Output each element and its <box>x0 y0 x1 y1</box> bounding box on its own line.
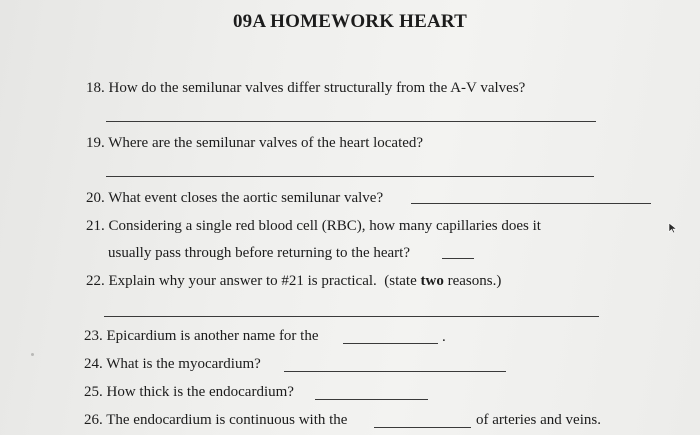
question-text: Epicardium is another name for the <box>106 328 319 344</box>
question-text: How thick is the endocardium? <box>106 384 294 400</box>
question-number: 18. <box>86 80 105 96</box>
question-number: 21. <box>86 218 105 234</box>
question-19 <box>86 134 423 152</box>
question-number: 19. <box>86 135 105 151</box>
answer-line-25[interactable] <box>315 399 428 400</box>
question-23-period: . <box>442 329 446 345</box>
question-18 <box>86 79 525 97</box>
question-number: 25. <box>84 384 103 400</box>
question-text: What event closes the aortic semilunar valve? <box>108 190 384 206</box>
question-number: 23. <box>84 328 103 344</box>
question-text: The endocardium is continuous with the <box>106 412 348 428</box>
answer-line-22[interactable] <box>104 316 599 317</box>
question-23 <box>84 327 319 345</box>
question-text: What is the myocardium? <box>106 356 261 372</box>
paper-speck <box>31 353 34 356</box>
question-21 <box>86 217 541 235</box>
answer-line-24[interactable] <box>284 371 506 372</box>
question-text: Explain why your answer to #21 is practical. (state <box>108 273 421 289</box>
question-25 <box>84 383 294 401</box>
answer-line-19[interactable] <box>106 176 594 177</box>
question-21-continued <box>108 244 410 262</box>
question-text-end: reasons.) <box>443 273 502 289</box>
answer-line-26[interactable] <box>374 427 471 428</box>
answer-line-23[interactable] <box>343 343 438 344</box>
question-number: 24. <box>84 356 103 372</box>
arrow-cursor-icon <box>668 222 678 234</box>
question-number: 20. <box>86 190 105 206</box>
question-emphasis: two <box>420 273 444 289</box>
question-number: 22. <box>86 273 105 289</box>
question-24 <box>84 355 261 373</box>
answer-line-20[interactable] <box>411 203 651 204</box>
page-title: 09A HOMEWORK HEART <box>232 11 468 32</box>
question-text: How do the semilunar valves differ structurally from the A-V valves? <box>108 80 526 96</box>
answer-line-21[interactable] <box>442 258 474 259</box>
question-text: usually pass through before returning to the heart? <box>108 245 410 261</box>
question-26-end: of arteries and veins. <box>476 412 601 428</box>
question-text: Where are the semilunar valves of the heart located? <box>108 135 424 151</box>
question-20 <box>86 189 383 207</box>
question-text: Considering a single red blood cell (RBC), how many capillaries does it <box>108 218 541 234</box>
question-number: 26. <box>84 412 103 428</box>
question-22 <box>86 272 501 290</box>
question-26 <box>84 411 347 429</box>
answer-line-18[interactable] <box>106 121 596 122</box>
